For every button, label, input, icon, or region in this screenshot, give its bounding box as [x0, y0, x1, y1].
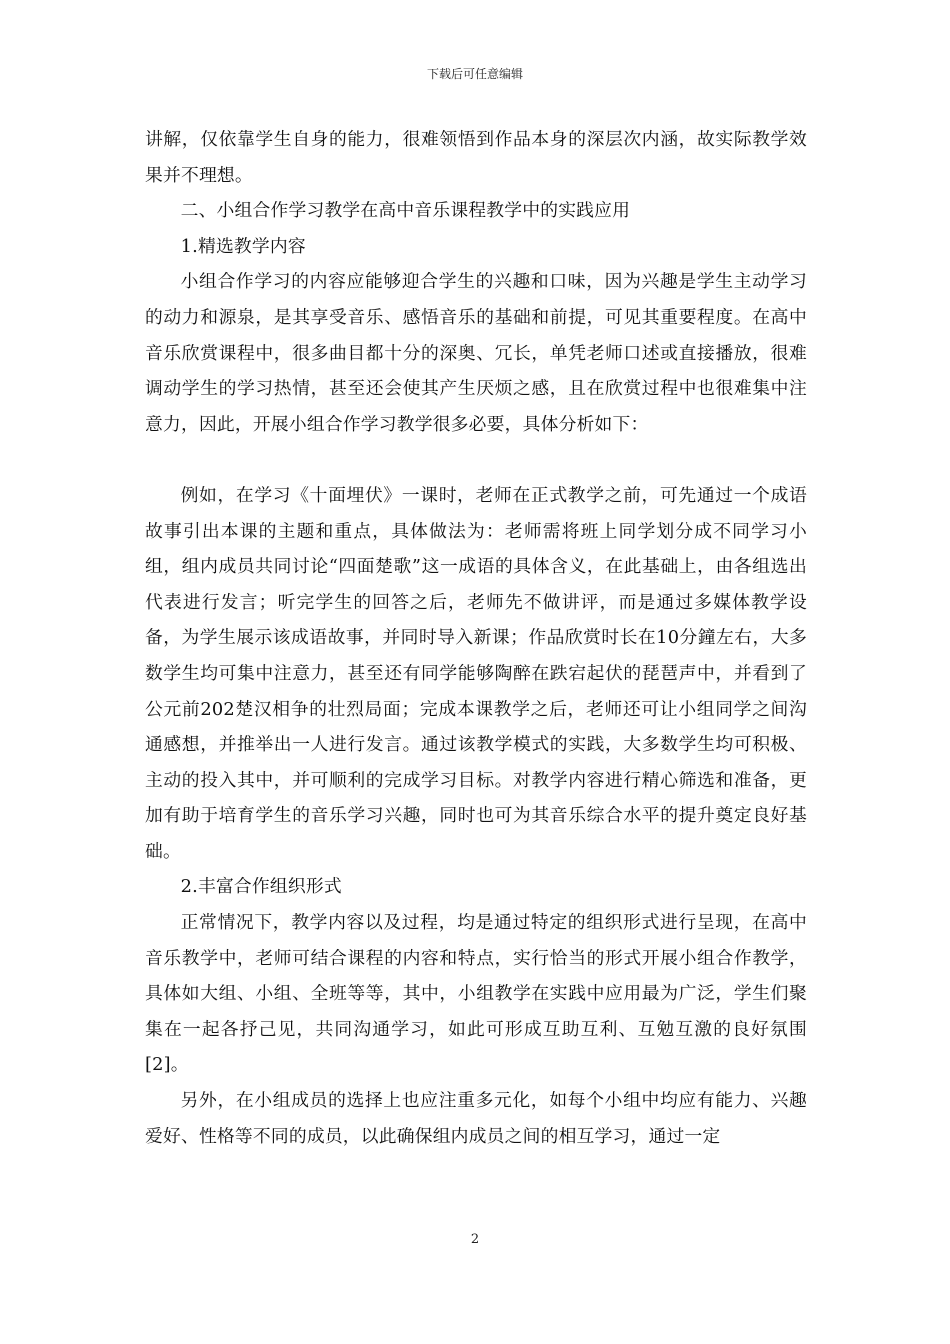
page-header: 下载后可任意编辑	[426, 67, 523, 81]
paragraph-organization: 正常情况下，教学内容以及过程，均是通过特定的组织形式进行呈现，在高中音乐教学中，老师可结合课程的内容和特点，实行恰当的形式开展小组合作教学，具体如大组、小组、全班等等，其中，小组教学在实践中应用最为广泛，学生们聚集在一起各抒己见，共同沟通学习，如此可形成互助互利、互勉互激的良好氛围[2]。	[145, 912, 807, 1076]
document-body	[145, 122, 807, 1154]
paragraph-diversity: 另外，在小组成员的选择上也应注重多元化，如每个小组中均应有能力、兴趣爱好、性格等不同的成员，以此确保组内成员之间的相互学习，通过一定	[145, 1090, 807, 1147]
section-heading: 二、小组合作学习教学在高中音乐课程教学中的实践应用	[180, 200, 631, 222]
paragraph-interest: 小组合作学习的内容应能够迎合学生的兴趣和口味，因为兴趣是学生主动学习的动力和源泉，是其享受音乐、感悟音乐的基础和前提，可见其重要程度。在高中音乐欣赏课程中，很多曲目都十分的深奥、冗长，单凭老师口述或直接播放，很难调动学生的学习热情，甚至还会使其产生厌烦之感，且在欣赏过程中也很难集中注意力，因此，开展小组合作学习教学很多必要，具体分析如下：	[145, 271, 807, 435]
paragraph-continuation: 讲解，仅依靠学生自身的能力，很难领悟到作品本身的深层次内涵，故实际教学效果并不理想。	[145, 129, 807, 186]
blank-line	[145, 442, 807, 478]
subsection-heading-1: 1.精选教学内容	[180, 235, 306, 257]
subsection-heading-2: 2.丰富合作组织形式	[180, 876, 342, 898]
paragraph-example: 例如，在学习《十面埋伏》一课时，老师在正式教学之前，可先通过一个成语故事引出本课的主题和重点，具体做法为：老师需将班上同学划分成不同学习小组，组内成员共同讨论“四面楚歌”这一成语的具体含义，在此基础上，由各组选出代表进行发言；听完学生的回答之后，老师先不做讲评，而是通过多媒体教学设备，为学生展示该成语故事，并同时导入新课；作品欣赏时长在10分鐘左右，大多数学生均可集中注意力，甚至还有同学能够陶醉在跌宕起伏的琵琶声中，并看到了公元前202楚汉相争的壮烈局面；完成本课教学之后，老师还可让小组同学之间沟通感想，并推举出一人进行发言。通过该教学模式的实践，大多数学生均可积极、主动的投入其中，并可顺利的完成学习目标。对教学内容进行精心筛选和准备，更加有助于培育学生的音乐学习兴趣，同时也可为其音乐综合水平的提升奠定良好基础。	[145, 484, 807, 862]
page-number: 2	[470, 1232, 480, 1247]
